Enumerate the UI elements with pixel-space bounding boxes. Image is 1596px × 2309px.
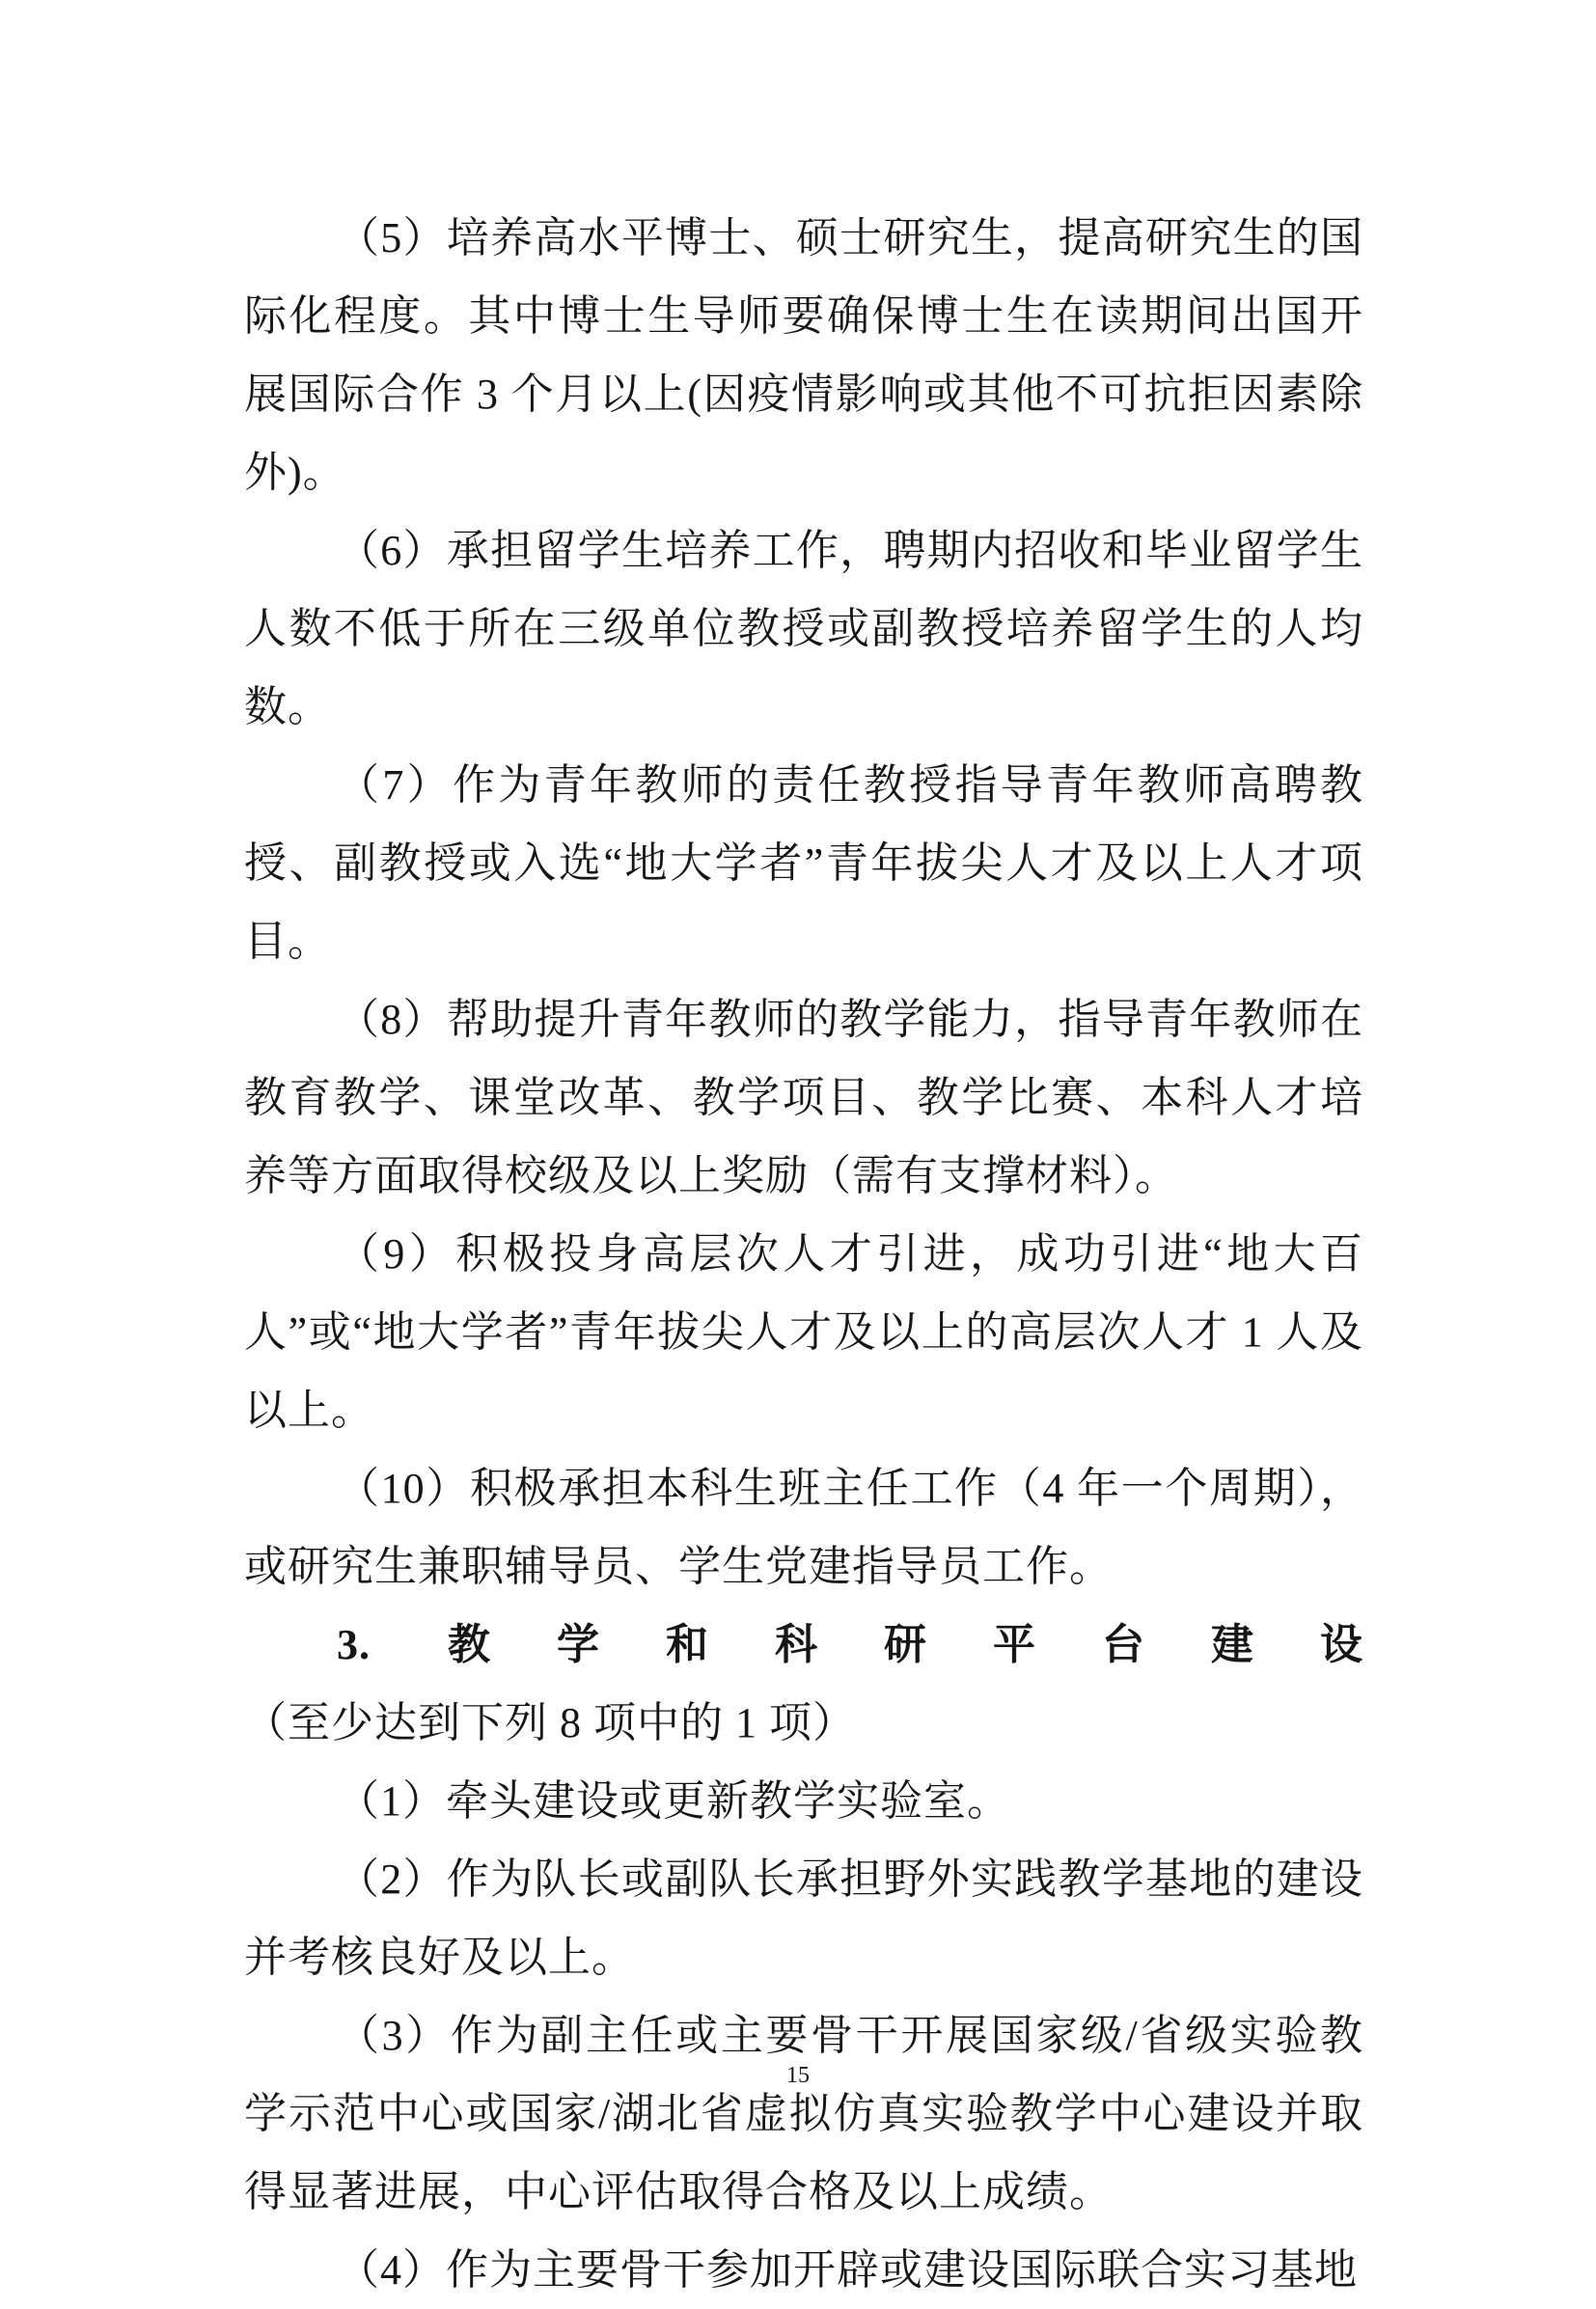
paragraph-item-10: （10）积极承担本科生班主任工作（4 年一个周期），或研究生兼职辅导员、学生党建指导员工作。 (244, 1465, 1363, 1590)
paragraph-item-3-2: （2）作为队长或副队长承担野外实践教学基地的建设并考核良好及以上。 (244, 1855, 1363, 1981)
paragraph-item-6: （6）承担留学生培养工作，聘期内招收和毕业留学生人数不低于所在三级单位教授或副教授培养留学生的人均数。 (244, 527, 1363, 730)
document-body (244, 199, 1363, 2309)
paragraph-item-5: （5）培养高水平博士、硕士研究生，提高研究生的国际化程度。其中博士生导师要确保博士生在读期间出国开展国际合作 3 个月以上(因疫情影响或其他不可抗拒因素除外)。 (244, 214, 1363, 496)
section-3-heading (244, 1606, 1363, 1762)
section-3-heading-condition: （至少达到下列 8 项中的 1 项） (244, 1699, 856, 1746)
paragraph-item-7: （7）作为青年教师的责任教授指导青年教师高聘教授、副教授或入选“地大学者”青年拔尖人才及以上人才项目。 (244, 761, 1363, 965)
section-3-heading-title: 3. 教学和科研平台建设 (337, 1621, 1363, 1668)
paragraph-item-8: （8）帮助提升青年教师的教学能力，指导青年教师在教育教学、课堂改革、教学项目、教学比赛、本科人才培养等方面取得校级及以上奖励（需有支撑材料）。 (244, 996, 1363, 1199)
paragraph-item-3-1: （1）牵头建设或更新教学实验室。 (337, 1777, 1010, 1825)
page-number: 15 (786, 2063, 810, 2088)
paragraph-item-3-3: （3）作为副主任或主要骨干开展国家级/省级实验教学示范中心或国家/湖北省虚拟仿真实验教学中心建设并取得显著进展，中心评估取得合格及以上成绩。 (244, 2012, 1363, 2215)
paragraph-item-9: （9）积极投身高层次人才引进，成功引进“地大百人”或“地大学者”青年拔尖人才及以上的高层次人才 1 人及以上。 (244, 1230, 1363, 1434)
paragraph-item-3-4: （4）作为主要骨干参加开辟或建设国际联合实习基地 (337, 2246, 1358, 2294)
